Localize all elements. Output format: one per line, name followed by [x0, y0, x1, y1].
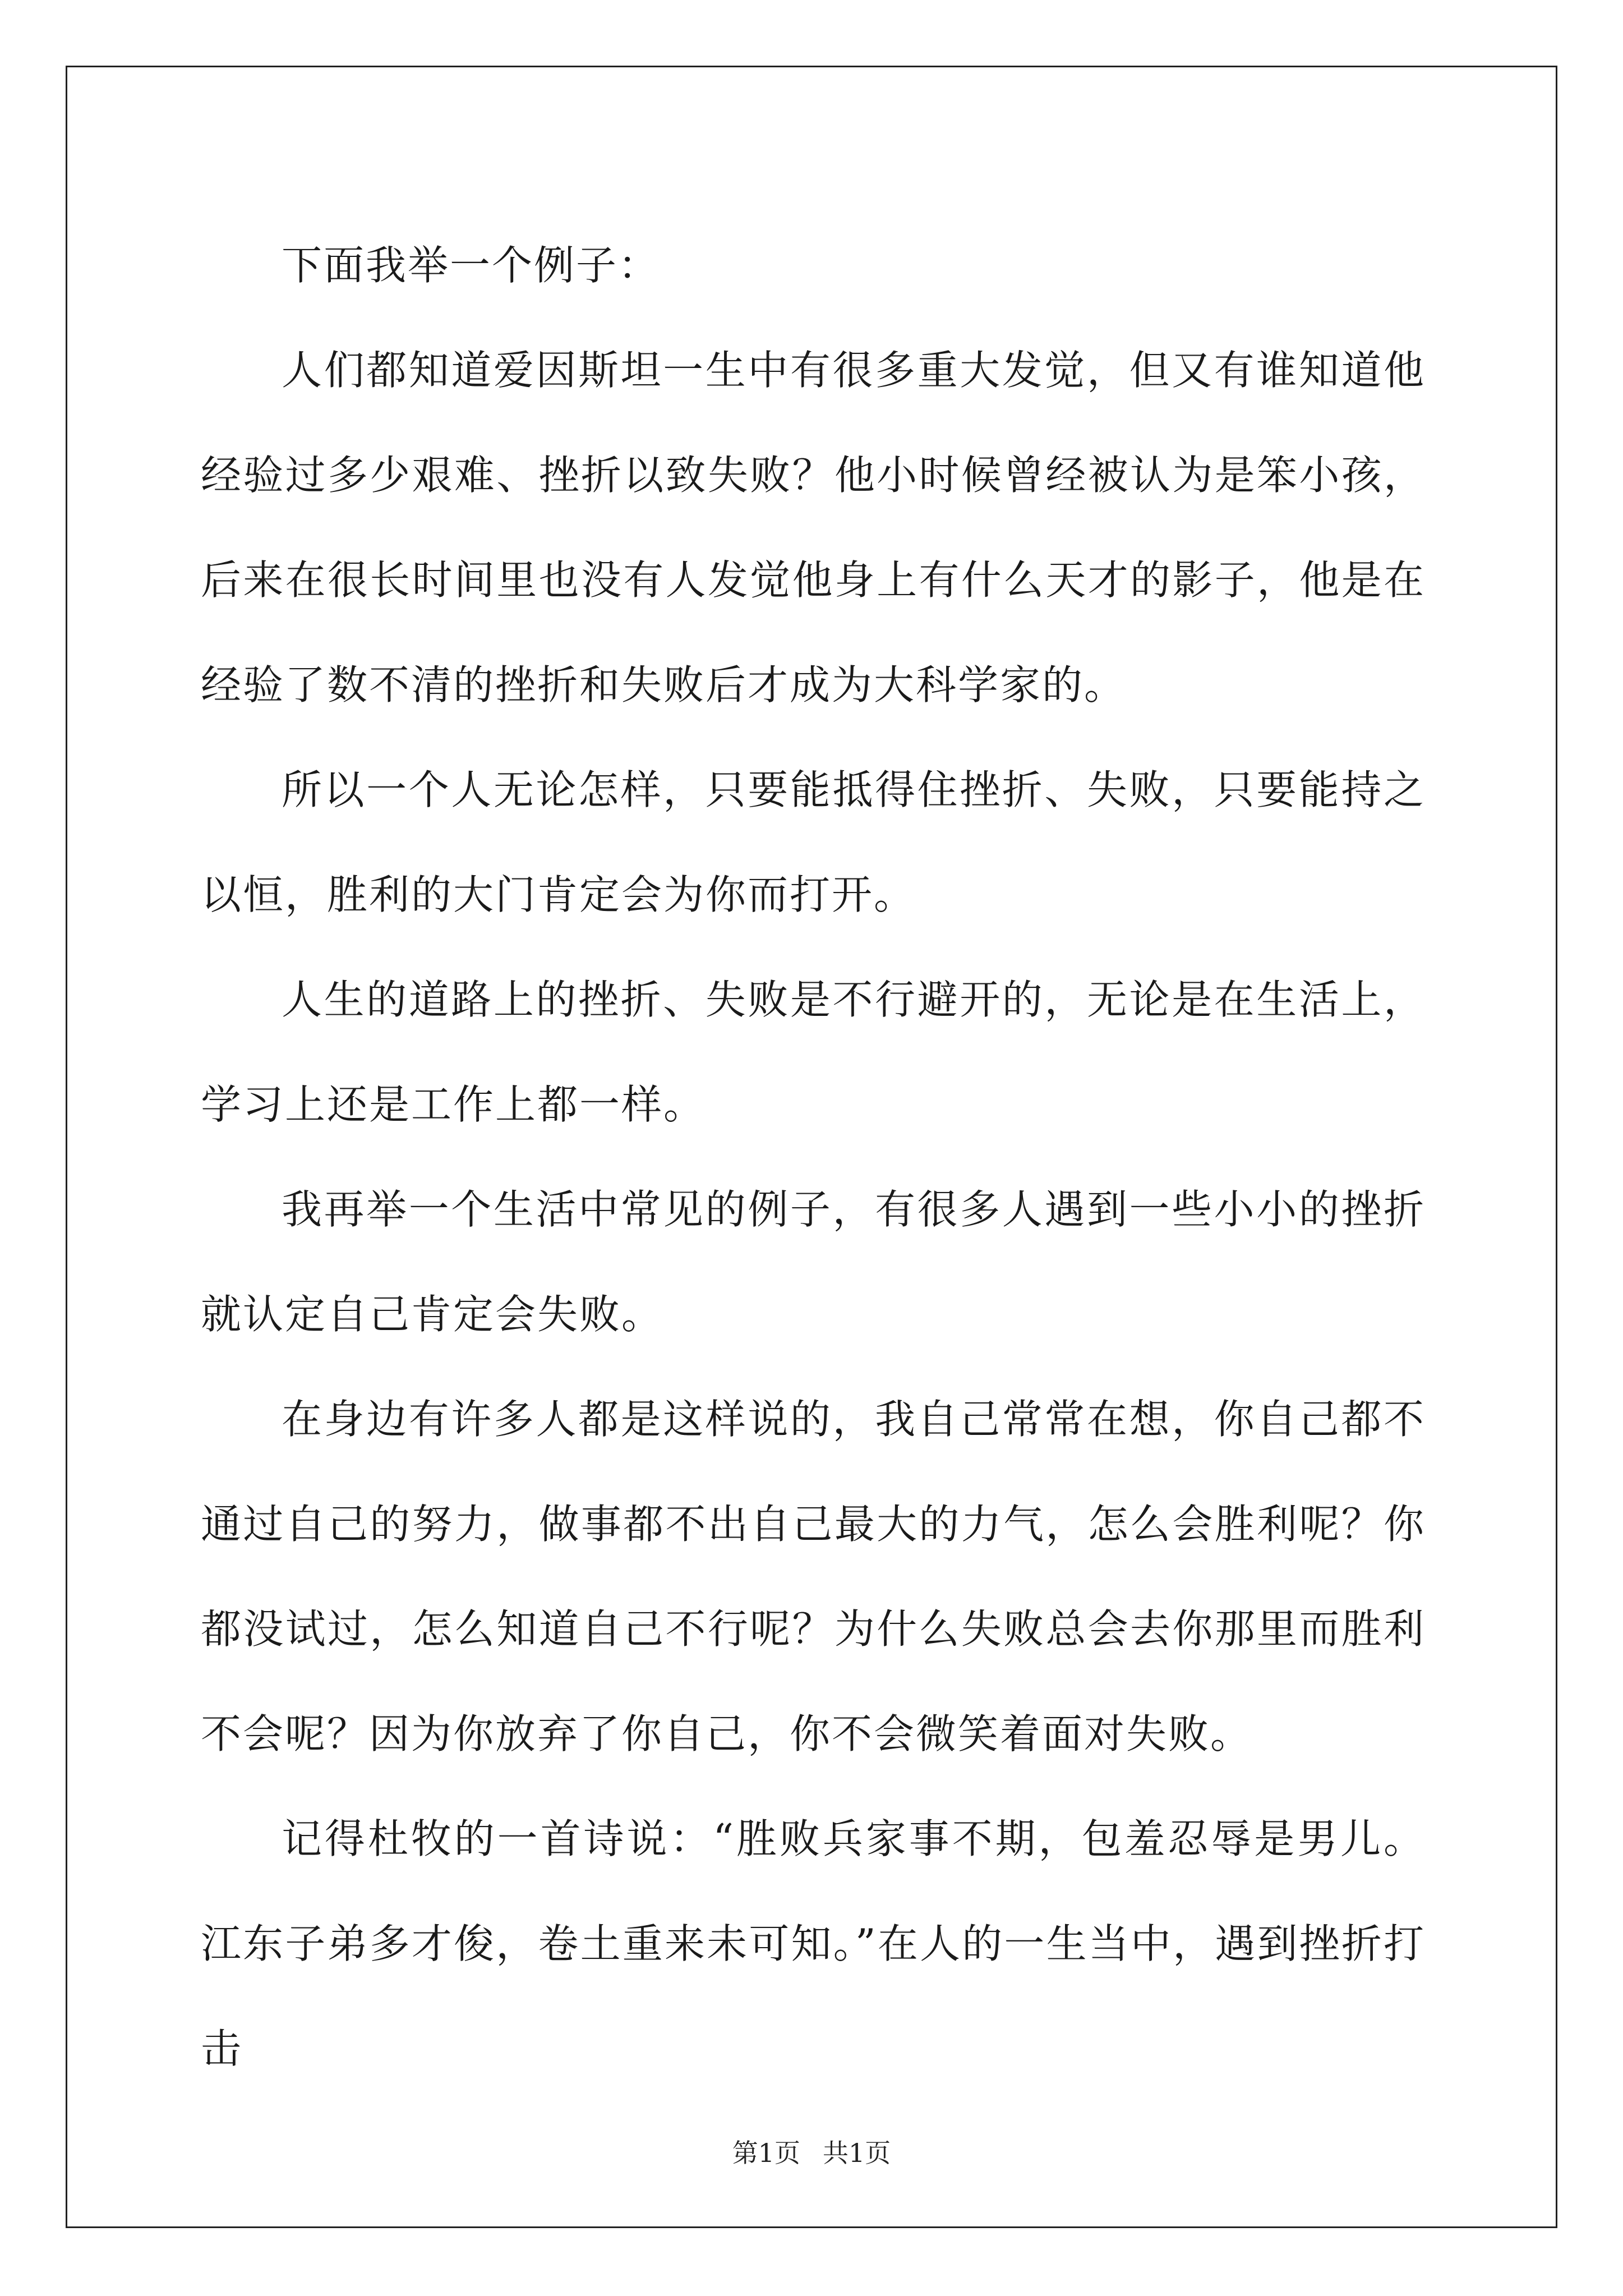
paragraph: 在身边有许多人都是这样说的，我自己常常在想，你自己都不通过自己的努力，做事都不出自己最大的力气，怎么会胜利呢？你都没试过，怎么知道自己不行呢？为什么失败总会去你那里而胜利不会呢？因为你放弃了你自己，你不会微笑着面对失败。: [201, 1396, 1426, 1757]
paragraph: 下面我举一个例子：: [282, 242, 661, 289]
paragraph: 人生的道路上的挫折、失败是不行避开的，无论是在生活上，学习上还是工作上都一样。: [201, 976, 1426, 1128]
page-footer: [0, 2136, 1623, 2170]
paragraph: 所以一个人无论怎样，只要能抵得住挫折、失败，只要能持之以恒，胜利的大门肯定会为你而打开。: [201, 766, 1426, 918]
page-number: 第1页: [732, 2138, 800, 2168]
paragraph: 人们都知道爱因斯坦一生中有很多重大发觉，但又有谁知道他经验过多少艰难、挫折以致失败？他小时候曾经被认为是笨小孩，后来在很长时间里也没有人发觉他身上有什么天才的影子，他是在经验了数不清的挫折和失败后才成为大科学家的。: [201, 347, 1426, 708]
document-body: [201, 213, 1426, 2101]
total-pages: 共1页: [823, 2138, 891, 2168]
paragraph: 我再举一个生活中常见的例子，有很多人遇到一些小小的挫折就认定自己肯定会失败。: [201, 1186, 1426, 1338]
paragraph: 记得杜牧的一首诗说：“胜败兵家事不期，包羞忍辱是男儿。江东子弟多才俊，卷土重来未可知。”在人的一生当中，遇到挫折打击: [201, 1815, 1426, 2072]
